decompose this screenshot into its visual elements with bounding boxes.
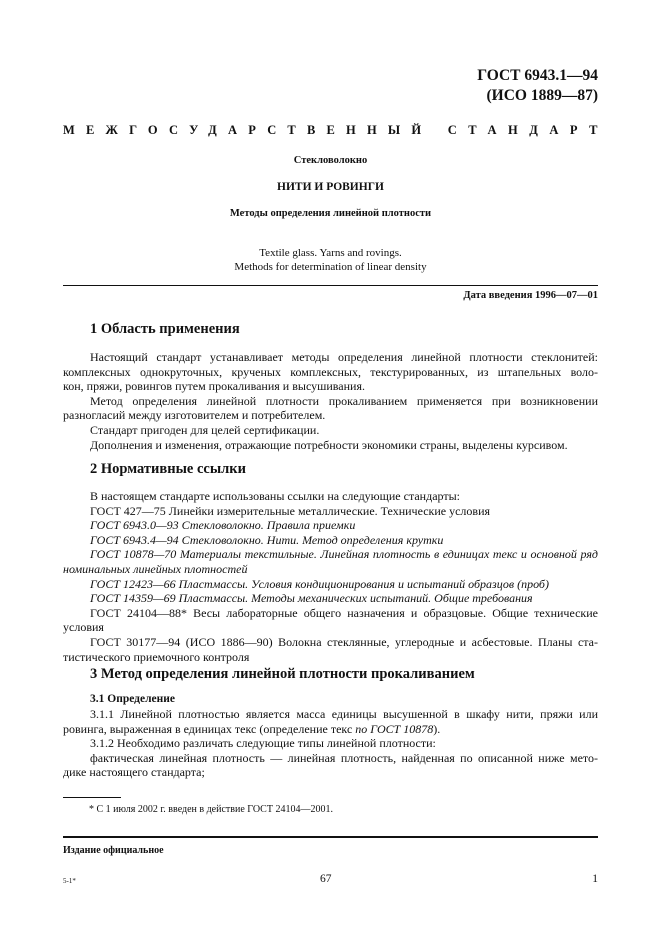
text-line — [63, 394, 598, 409]
text-line — [63, 650, 598, 665]
line-text: ГОСТ 30177—94 (ИСО 1886—90) Волокна стеклянные, углеродные и асбестовые. Планы ста- — [90, 634, 598, 649]
section-1-heading: 1 Область применения — [90, 321, 240, 337]
line-text: ГОСТ 12423—66 Пластмассы. Условия кондиционирования и испытаний образцов (проб) — [90, 576, 549, 591]
english-title-2: Methods for determination of linear density — [234, 261, 427, 273]
material-title: Стекловолокно — [293, 155, 368, 166]
document-title: НИТИ И РОВИНГИ — [277, 181, 384, 193]
line-text: ГОСТ 24104—88* Весы лабораторные общего назначения и образцовые. Общие технические — [90, 605, 598, 620]
text-line — [63, 365, 598, 380]
text-line — [63, 408, 598, 423]
line-text: условия — [63, 620, 104, 635]
italic-reference: по ГОСТ 10878 — [355, 721, 434, 736]
line-text: Настоящий стандарт устанавливает методы определения линейной плотности стеклонитей: — [90, 350, 598, 364]
line-text: номинальных линейных плотностей — [63, 561, 248, 576]
line-text: 3.1.1 Линейной плотностью является масса единицы высушенной в шкафу нити, пряжи или — [90, 707, 598, 721]
section-3-heading: 3 Метод определения линейной плотности прокаливанием — [90, 666, 475, 682]
text-line — [63, 736, 598, 751]
text-line — [63, 591, 598, 606]
section-2-heading: 2 Нормативные ссылки — [90, 461, 246, 477]
line-text: Дополнения и изменения, отражающие потребности экономики страны, выделены курсивом. — [90, 437, 568, 452]
line-text: ГОСТ 14359—69 Пластмассы. Методы механических испытаний. Общие требования — [90, 591, 533, 606]
line-text: разногласий между изготовителем и потребителем. — [63, 408, 326, 423]
text-line — [63, 518, 598, 533]
text-line — [63, 489, 598, 504]
text-line — [63, 504, 598, 519]
line-text: В настоящем стандарте использованы ссылки на следующие стандарты: — [90, 489, 461, 503]
line-text: ровинга, выраженная в единицах текс (определение текс — [63, 721, 356, 736]
standard-code: ГОСТ 6943.1—94 — [477, 67, 598, 84]
text-line — [63, 379, 598, 394]
line-text: дике настоящего стандарта; — [63, 765, 205, 780]
official-edition: Издание официальное — [63, 845, 164, 856]
line-text: 3.1.2 Необходимо различать следующие типы линейной плотности: — [90, 736, 436, 751]
text-line — [63, 722, 598, 737]
text-line — [63, 620, 598, 635]
section-3-body — [63, 707, 598, 780]
line-text-end: ). — [433, 721, 441, 736]
english-title-1: Textile glass. Yarns and rovings. — [259, 247, 402, 259]
text-line — [63, 765, 598, 780]
text-line — [63, 438, 598, 453]
footnote-rule — [63, 797, 121, 798]
section-3-1-heading: 3.1 Определение — [90, 693, 176, 705]
print-signature: 5-1* — [63, 877, 76, 885]
text-line — [63, 423, 598, 438]
section-1-body — [63, 350, 598, 452]
text-line — [63, 547, 598, 562]
banner-right: СТАНДАРТ — [447, 123, 609, 137]
text-line — [63, 350, 598, 365]
line-text: кон, пряжи, ровингов путем прокаливания и высушивания. — [63, 379, 365, 394]
text-line — [63, 606, 598, 621]
document-subtitle: Методы определения линейной плотности — [229, 208, 432, 219]
section-2-body — [63, 489, 598, 664]
standard-banner — [63, 123, 609, 138]
line-text: ГОСТ 427—75 Линейки измерительные металлические. Технические условия — [90, 503, 491, 518]
line-text: фактическая линейная плотность — линейная плотность, найденная по описанной ниже мето- — [90, 750, 598, 765]
page-number: 67 — [320, 873, 332, 885]
line-text: Стандарт пригоден для целей сертификации. — [90, 422, 320, 437]
footer-rule — [63, 836, 598, 838]
line-text: ГОСТ 6943.0—93 Стекловолокно. Правила приемки — [90, 518, 356, 533]
iso-code: (ИСО 1889—87) — [486, 87, 598, 104]
text-line — [63, 707, 598, 722]
banner-left: МЕЖГОСУДАРСТВЕННЫЙ — [63, 123, 433, 137]
line-text: ГОСТ 10878—70 Материалы текстильные. Линейная плотность в единицах текс и основной ряд — [90, 547, 598, 562]
text-line — [63, 635, 598, 650]
sheet-number: 1 — [592, 873, 598, 885]
footnote: * С 1 июля 2002 г. введен в действие ГОСТ 24104—2001. — [89, 804, 333, 815]
line-text: ГОСТ 6943.4—94 Стекловолокно. Нити. Метод определения крутки — [90, 532, 444, 547]
text-line — [63, 577, 598, 592]
line-text: комплексных однокруточных, крученых комплексных, текстурированных, из штапельных воло- — [63, 364, 598, 379]
divider — [63, 285, 598, 286]
text-line — [63, 562, 598, 577]
line-text: тистического приемочного контроля — [63, 649, 250, 664]
effective-date: Дата введения 1996—07—01 — [463, 290, 598, 301]
text-line — [63, 751, 598, 766]
line-text: Метод определения линейной плотности прокаливанием применяется при возникновении — [90, 393, 598, 408]
text-line — [63, 533, 598, 548]
